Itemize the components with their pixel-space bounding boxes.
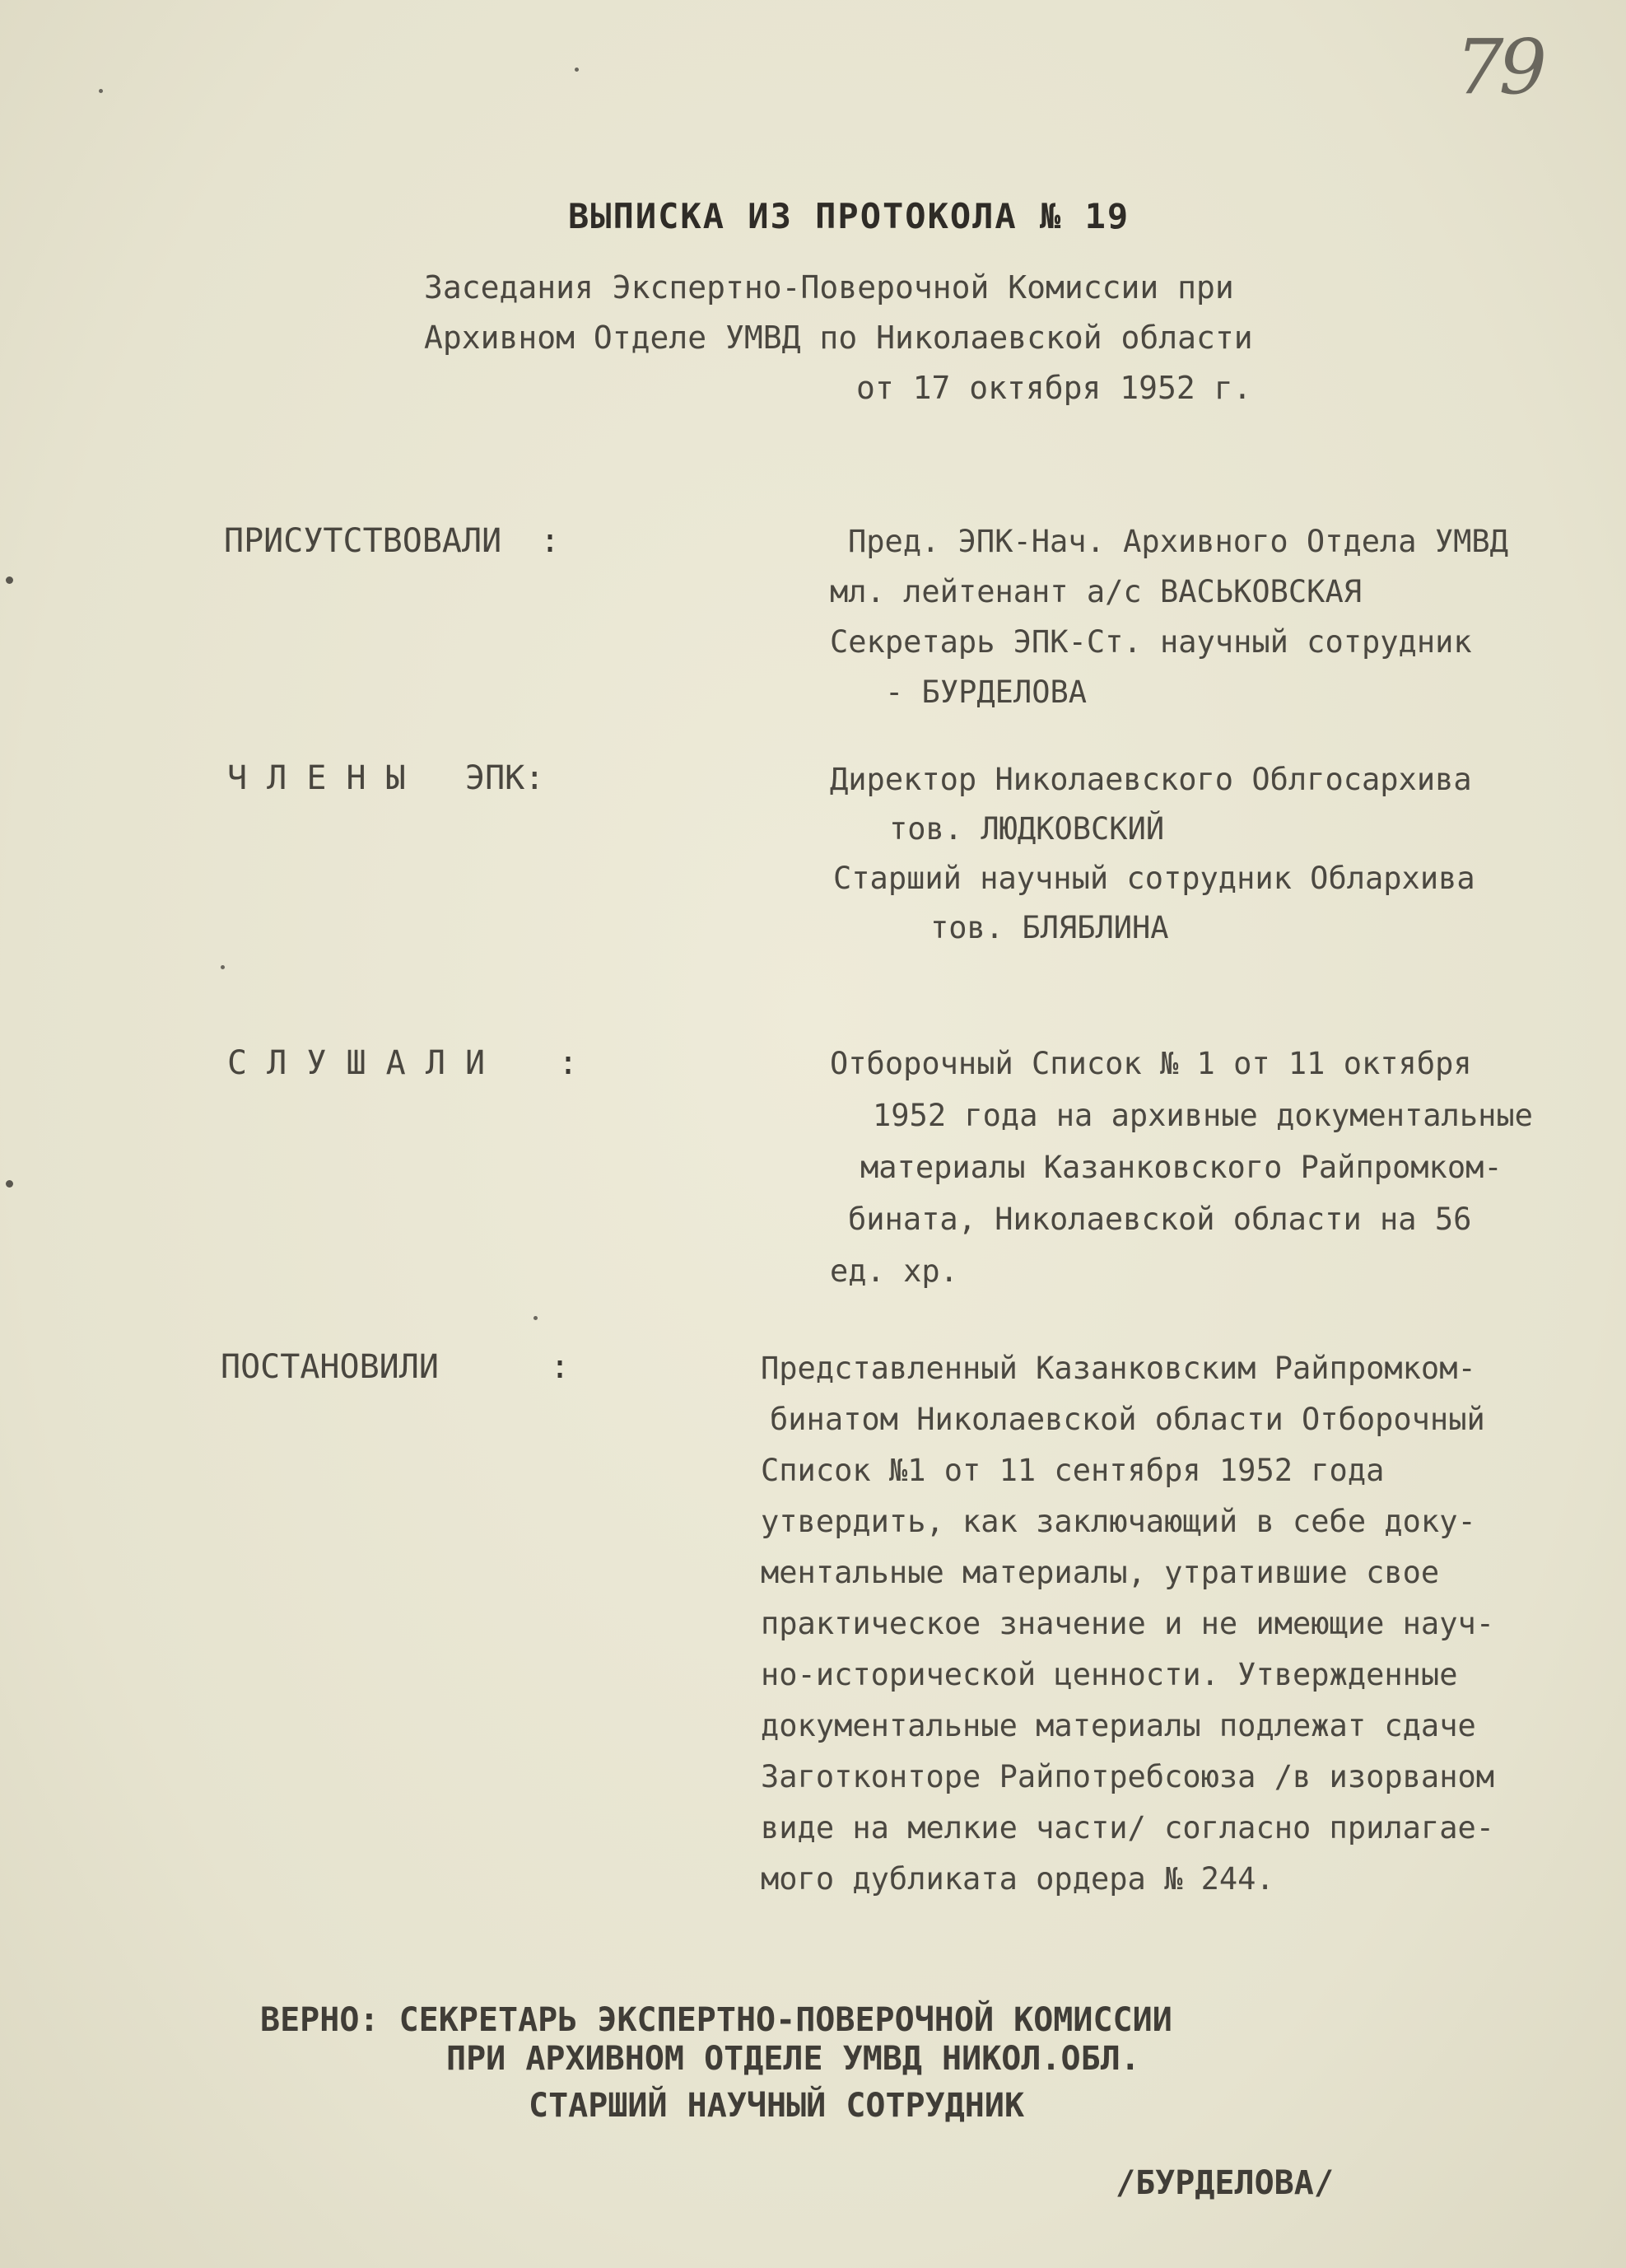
heard-line-4: бината, Николаевской области на 56 [848, 1202, 1472, 1237]
header-line-2: Архивном Отделе УМВД по Николаевской области [424, 320, 1253, 356]
footer-line-1: ВЕРНО: СЕКРЕТАРЬ ЭКСПЕРТНО-ПОВЕРОЧНОЙ КОМИССИИ [260, 2001, 1172, 2039]
resolved-line-6: практическое значение и не имеющие науч- [761, 1606, 1495, 1641]
punch-hole-mark [6, 1180, 13, 1188]
resolved-line-3: Список №1 от 11 сентября 1952 года [761, 1453, 1385, 1488]
ink-speck [221, 965, 225, 969]
sheet-number: 79 [1456, 23, 1543, 111]
heard-line-1: Отборочный Список № 1 от 11 октября [830, 1046, 1472, 1081]
members-line-2: тов. ЛЮДКОВСКИЙ [889, 811, 1165, 847]
punch-hole-mark [6, 576, 13, 584]
members-line-4: тов. БЛЯБЛИНА [930, 910, 1169, 945]
resolved-line-4: утвердить, как заключающий в себе доку- [761, 1504, 1476, 1539]
resolved-line-5: ментальные материалы, утратившие свое [761, 1555, 1440, 1590]
present-line-1: Пред. ЭПК-Нач. Архивного Отдела УМВД [848, 524, 1508, 559]
heard-line-5: ед. хр. [830, 1253, 958, 1289]
resolved-line-7: но-исторической ценности. Утвержденные [761, 1657, 1458, 1692]
resolved-colon: : [550, 1348, 571, 1386]
header-line-3: от 17 октября 1952 г. [856, 370, 1252, 406]
resolved-line-2: бинатом Николаевской области Отборочный [770, 1402, 1485, 1437]
ink-speck [575, 68, 579, 72]
document-title: ВЫПИСКА ИЗ ПРОТОКОЛА № 19 [568, 196, 1130, 236]
present-line-3: Секретарь ЭПК-Ст. научный сотрудник [830, 624, 1472, 660]
members-label: Ч Л Е Н Ы ЭПК: [227, 759, 545, 797]
signature: /БУРДЕЛОВА/ [1116, 2164, 1334, 2202]
footer-line-2: ПРИ АРХИВНОМ ОТДЕЛЕ УМВД НИКОЛ.ОБЛ. [446, 2040, 1140, 2078]
ink-speck [99, 89, 103, 93]
heard-line-2: 1952 года на архивные документальные [873, 1098, 1533, 1133]
heard-colon: : [558, 1044, 579, 1082]
resolved-line-11: мого дубликата ордера № 244. [761, 1861, 1274, 1897]
present-line-2: мл. лейтенант а/с ВАСЬКОВСКАЯ [830, 574, 1363, 609]
heard-line-3: материалы Казанковского Райпромком- [860, 1150, 1503, 1185]
ink-speck [533, 1316, 538, 1320]
present-line-4: - БУРДЕЛОВА [885, 674, 1088, 710]
resolved-line-10: виде на мелкие части/ согласно прилагае- [761, 1810, 1495, 1846]
resolved-line-1: Представленный Казанковским Райпромком- [761, 1351, 1476, 1386]
members-line-3: Старший научный сотрудник Облархива [833, 861, 1475, 896]
resolved-line-9: Заготконторе Райпотребсоюза /в изорваном [761, 1759, 1495, 1794]
members-line-1: Директор Николаевского Облгосархива [830, 762, 1472, 797]
resolved-line-8: документальные материалы подлежат сдаче [761, 1708, 1476, 1743]
header-line-1: Заседания Экспертно-Поверочной Комиссии при [424, 269, 1234, 306]
heard-label: С Л У Ш А Л И [227, 1044, 486, 1082]
footer-line-3: СТАРШИЙ НАУЧНЫЙ СОТРУДНИК [529, 2087, 1025, 2125]
present-colon: : [540, 522, 561, 560]
resolved-label: ПОСТАНОВИЛИ [221, 1348, 439, 1386]
present-label: ПРИСУТСТВОВАЛИ [224, 522, 502, 560]
